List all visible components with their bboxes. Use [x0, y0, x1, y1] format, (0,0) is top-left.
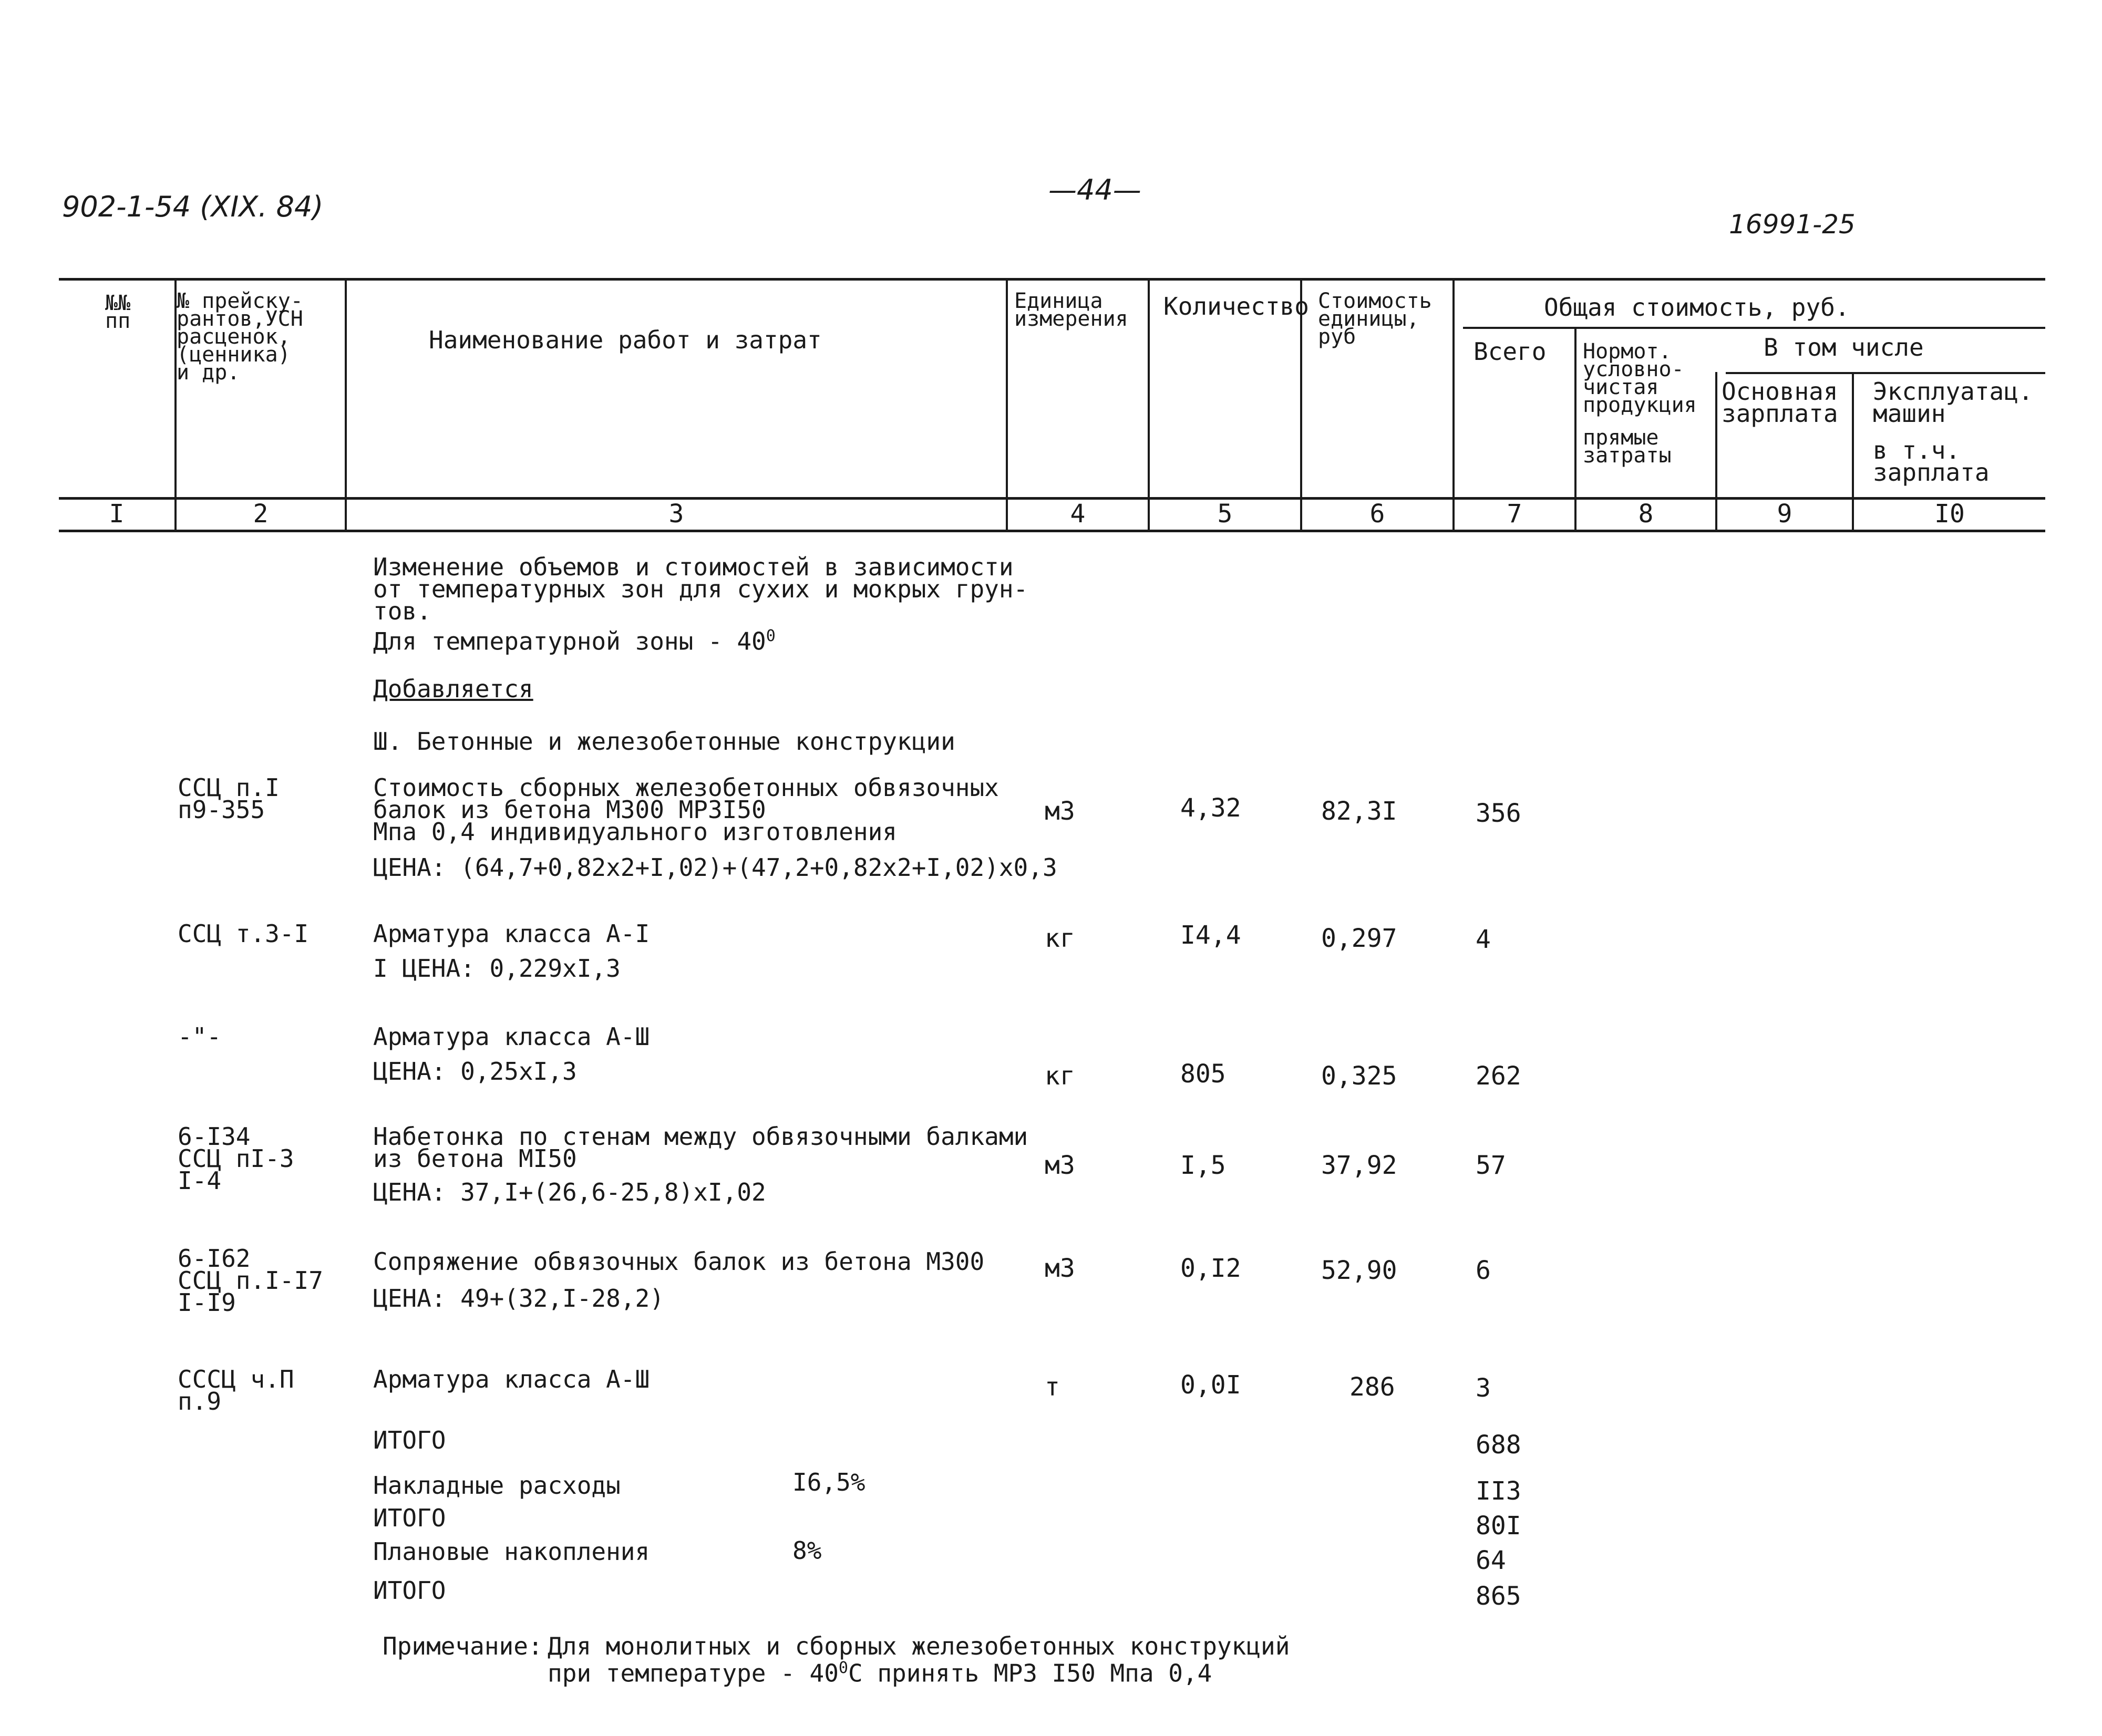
- table-row-6-qty: 0,0I: [1180, 1370, 1241, 1400]
- table-row-5-qty: 0,I2: [1180, 1254, 1241, 1283]
- table-row-2-ref: ССЦ т.3-I: [178, 919, 309, 948]
- col-number-6: 6: [1369, 499, 1385, 529]
- note-text-main: Для монолитных и сборных железобетонных конструкций при температуре - 40: [548, 1632, 1290, 1688]
- table-row-1-unit: м3: [1045, 797, 1075, 826]
- col-number-3: 3: [668, 499, 684, 529]
- table-row-3-name: Арматура класса А-Ш: [373, 1022, 650, 1051]
- note-label: Примечание:: [383, 1632, 543, 1660]
- sheet-code: 16991-25: [1729, 209, 1856, 240]
- table-row-4-ref: 6-I34 ССЦ пI-3 I-4: [178, 1122, 294, 1195]
- col-number-8: 8: [1638, 499, 1654, 529]
- col-number-5: 5: [1217, 499, 1233, 529]
- table-row-4-name: Набетонка по стенам между обвязочными балками из бетона МI50: [373, 1122, 1028, 1173]
- table-row-3-price: ЦЕНА: 0,25xI,3: [373, 1057, 577, 1086]
- table-row-4-qty: I,5: [1180, 1151, 1226, 1180]
- table-row-3-ref: -"-: [178, 1022, 222, 1051]
- table-row-1-name: Стоимость сборных железобетонных обвязочных балок из бетона М300 МР3I50 Мпа 0,4 индивидуального изготовления: [373, 773, 999, 846]
- col-header-number: №№ пп: [105, 291, 131, 333]
- table-row-2-unit: кг: [1045, 924, 1075, 953]
- summary-value-2: II3: [1476, 1476, 1521, 1506]
- summary-value-5: 865: [1476, 1582, 1521, 1611]
- table-row-1-cost: 82,3I: [1321, 797, 1397, 826]
- temperature-zone-label: Для температурной зоны - 40: [373, 627, 766, 656]
- section-title: Ш. Бетонные и железобетонные конструкции: [373, 727, 955, 756]
- table-row-4-total: 57: [1476, 1151, 1506, 1180]
- col-header-machine-salary: в т.ч. зарплата: [1873, 436, 1990, 487]
- table-row-2-name: Арматура класса А-I: [373, 919, 650, 948]
- table-row-2-cost: 0,297: [1321, 924, 1397, 953]
- summary-value-4: 64: [1476, 1546, 1506, 1575]
- page-number: —44—: [1048, 173, 1141, 206]
- col-number-2: 2: [253, 499, 269, 529]
- added-label: Добавляется: [373, 675, 533, 703]
- summary-label-5: ИТОГО: [373, 1576, 446, 1605]
- table-row-6-name: Арматура класса А-Ш: [373, 1365, 650, 1393]
- summary-label-1: ИТОГО: [373, 1426, 446, 1454]
- table-row-2-total: 4: [1476, 925, 1491, 954]
- table-row-6-cost: 286: [1349, 1372, 1395, 1402]
- table-row-5-cost: 52,90: [1321, 1256, 1397, 1285]
- table-row-5-unit: м3: [1045, 1254, 1075, 1283]
- summary-value-1: 688: [1476, 1430, 1521, 1460]
- table-row-3-unit: кг: [1045, 1061, 1075, 1091]
- col-number-10: I0: [1934, 499, 1965, 529]
- table-row-1-ref: ССЦ п.I п9-355: [178, 773, 280, 824]
- col-number-7: 7: [1507, 499, 1522, 529]
- col-header-base-salary: Основная зарплата: [1722, 377, 1838, 428]
- temperature-zone-degree: 0: [766, 627, 776, 645]
- note-degree: 0: [838, 1659, 848, 1677]
- col-header-direct-costs: прямые затраты: [1583, 426, 1672, 468]
- table-row-6-ref: СССЦ ч.П п.9: [178, 1365, 294, 1415]
- intro-heading: Изменение объемов и стоимостей в зависимости от температурных зон для сухих и мокрых грун- тов.: [373, 553, 1028, 625]
- col-header-machine-operation: Эксплуатац. машин: [1873, 377, 2033, 428]
- col-header-unit: Единица измерения: [1014, 289, 1128, 331]
- table-row-5-name: Сопряжение обвязочных балок из бетона М300: [373, 1247, 985, 1276]
- col-header-norm-production: Нормот. условно- чистая продукция: [1583, 339, 1697, 417]
- table-row-6-unit: т: [1045, 1372, 1060, 1402]
- col-header-total: Всего: [1474, 337, 1547, 366]
- summary-label-4: Плановые накопления: [373, 1537, 650, 1566]
- col-header-pricelist: № прейску- рантов,УСН расценок, (ценника) и др.: [177, 289, 303, 385]
- col-header-total-cost-group: Общая стоимость, руб.: [1544, 293, 1850, 322]
- summary-rate-2: I6,5%: [792, 1468, 865, 1496]
- note-text: [548, 1632, 1290, 1688]
- col-header-including-group: В том числе: [1764, 333, 1924, 361]
- table-row-1-total: 356: [1476, 799, 1521, 828]
- document-code: 902-1-54 (XIX. 84): [62, 190, 324, 223]
- note-text-end: С принять МР3 I50 Мпа 0,4: [848, 1659, 1212, 1688]
- table-row-1-price: ЦЕНА: (64,7+0,82x2+I,02)+(47,2+0,82x2+I,02)x0,3: [373, 853, 1057, 882]
- table-row-4-unit: м3: [1045, 1151, 1075, 1180]
- table-row-5-total: 6: [1476, 1256, 1491, 1285]
- table-row-4-price: ЦЕНА: 37,I+(26,6-25,8)xI,02: [373, 1178, 766, 1206]
- table-row-2-price: I ЦЕНА: 0,229xI,3: [373, 954, 621, 983]
- summary-label-3: ИТОГО: [373, 1504, 446, 1532]
- summary-value-3: 80I: [1476, 1511, 1521, 1541]
- table-row-2-qty: I4,4: [1180, 921, 1241, 950]
- table-row-3-cost: 0,325: [1321, 1061, 1397, 1091]
- table-row-3-qty: 805: [1180, 1059, 1226, 1089]
- table-row-3-total: 262: [1476, 1061, 1521, 1091]
- temperature-zone: [373, 625, 776, 656]
- table-row-1-qty: 4,32: [1180, 793, 1241, 823]
- table-row-5-price: ЦЕНА: 49+(32,I-28,2): [373, 1284, 664, 1313]
- table-row-4-cost: 37,92: [1321, 1151, 1397, 1180]
- col-header-name: Наименование работ и затрат: [429, 326, 822, 354]
- col-number-4: 4: [1070, 499, 1086, 529]
- summary-label-2: Накладные расходы: [373, 1471, 621, 1500]
- col-number-1: I: [109, 499, 125, 529]
- table-row-6-total: 3: [1476, 1373, 1491, 1403]
- col-header-unit-cost: Стоимость единицы, руб: [1318, 289, 1432, 349]
- table-row-5-ref: 6-I62 ССЦ п.I-I7 I-I9: [178, 1244, 323, 1317]
- col-header-quantity: Количество: [1163, 292, 1309, 321]
- col-number-9: 9: [1777, 499, 1792, 529]
- summary-rate-4: 8%: [792, 1536, 822, 1565]
